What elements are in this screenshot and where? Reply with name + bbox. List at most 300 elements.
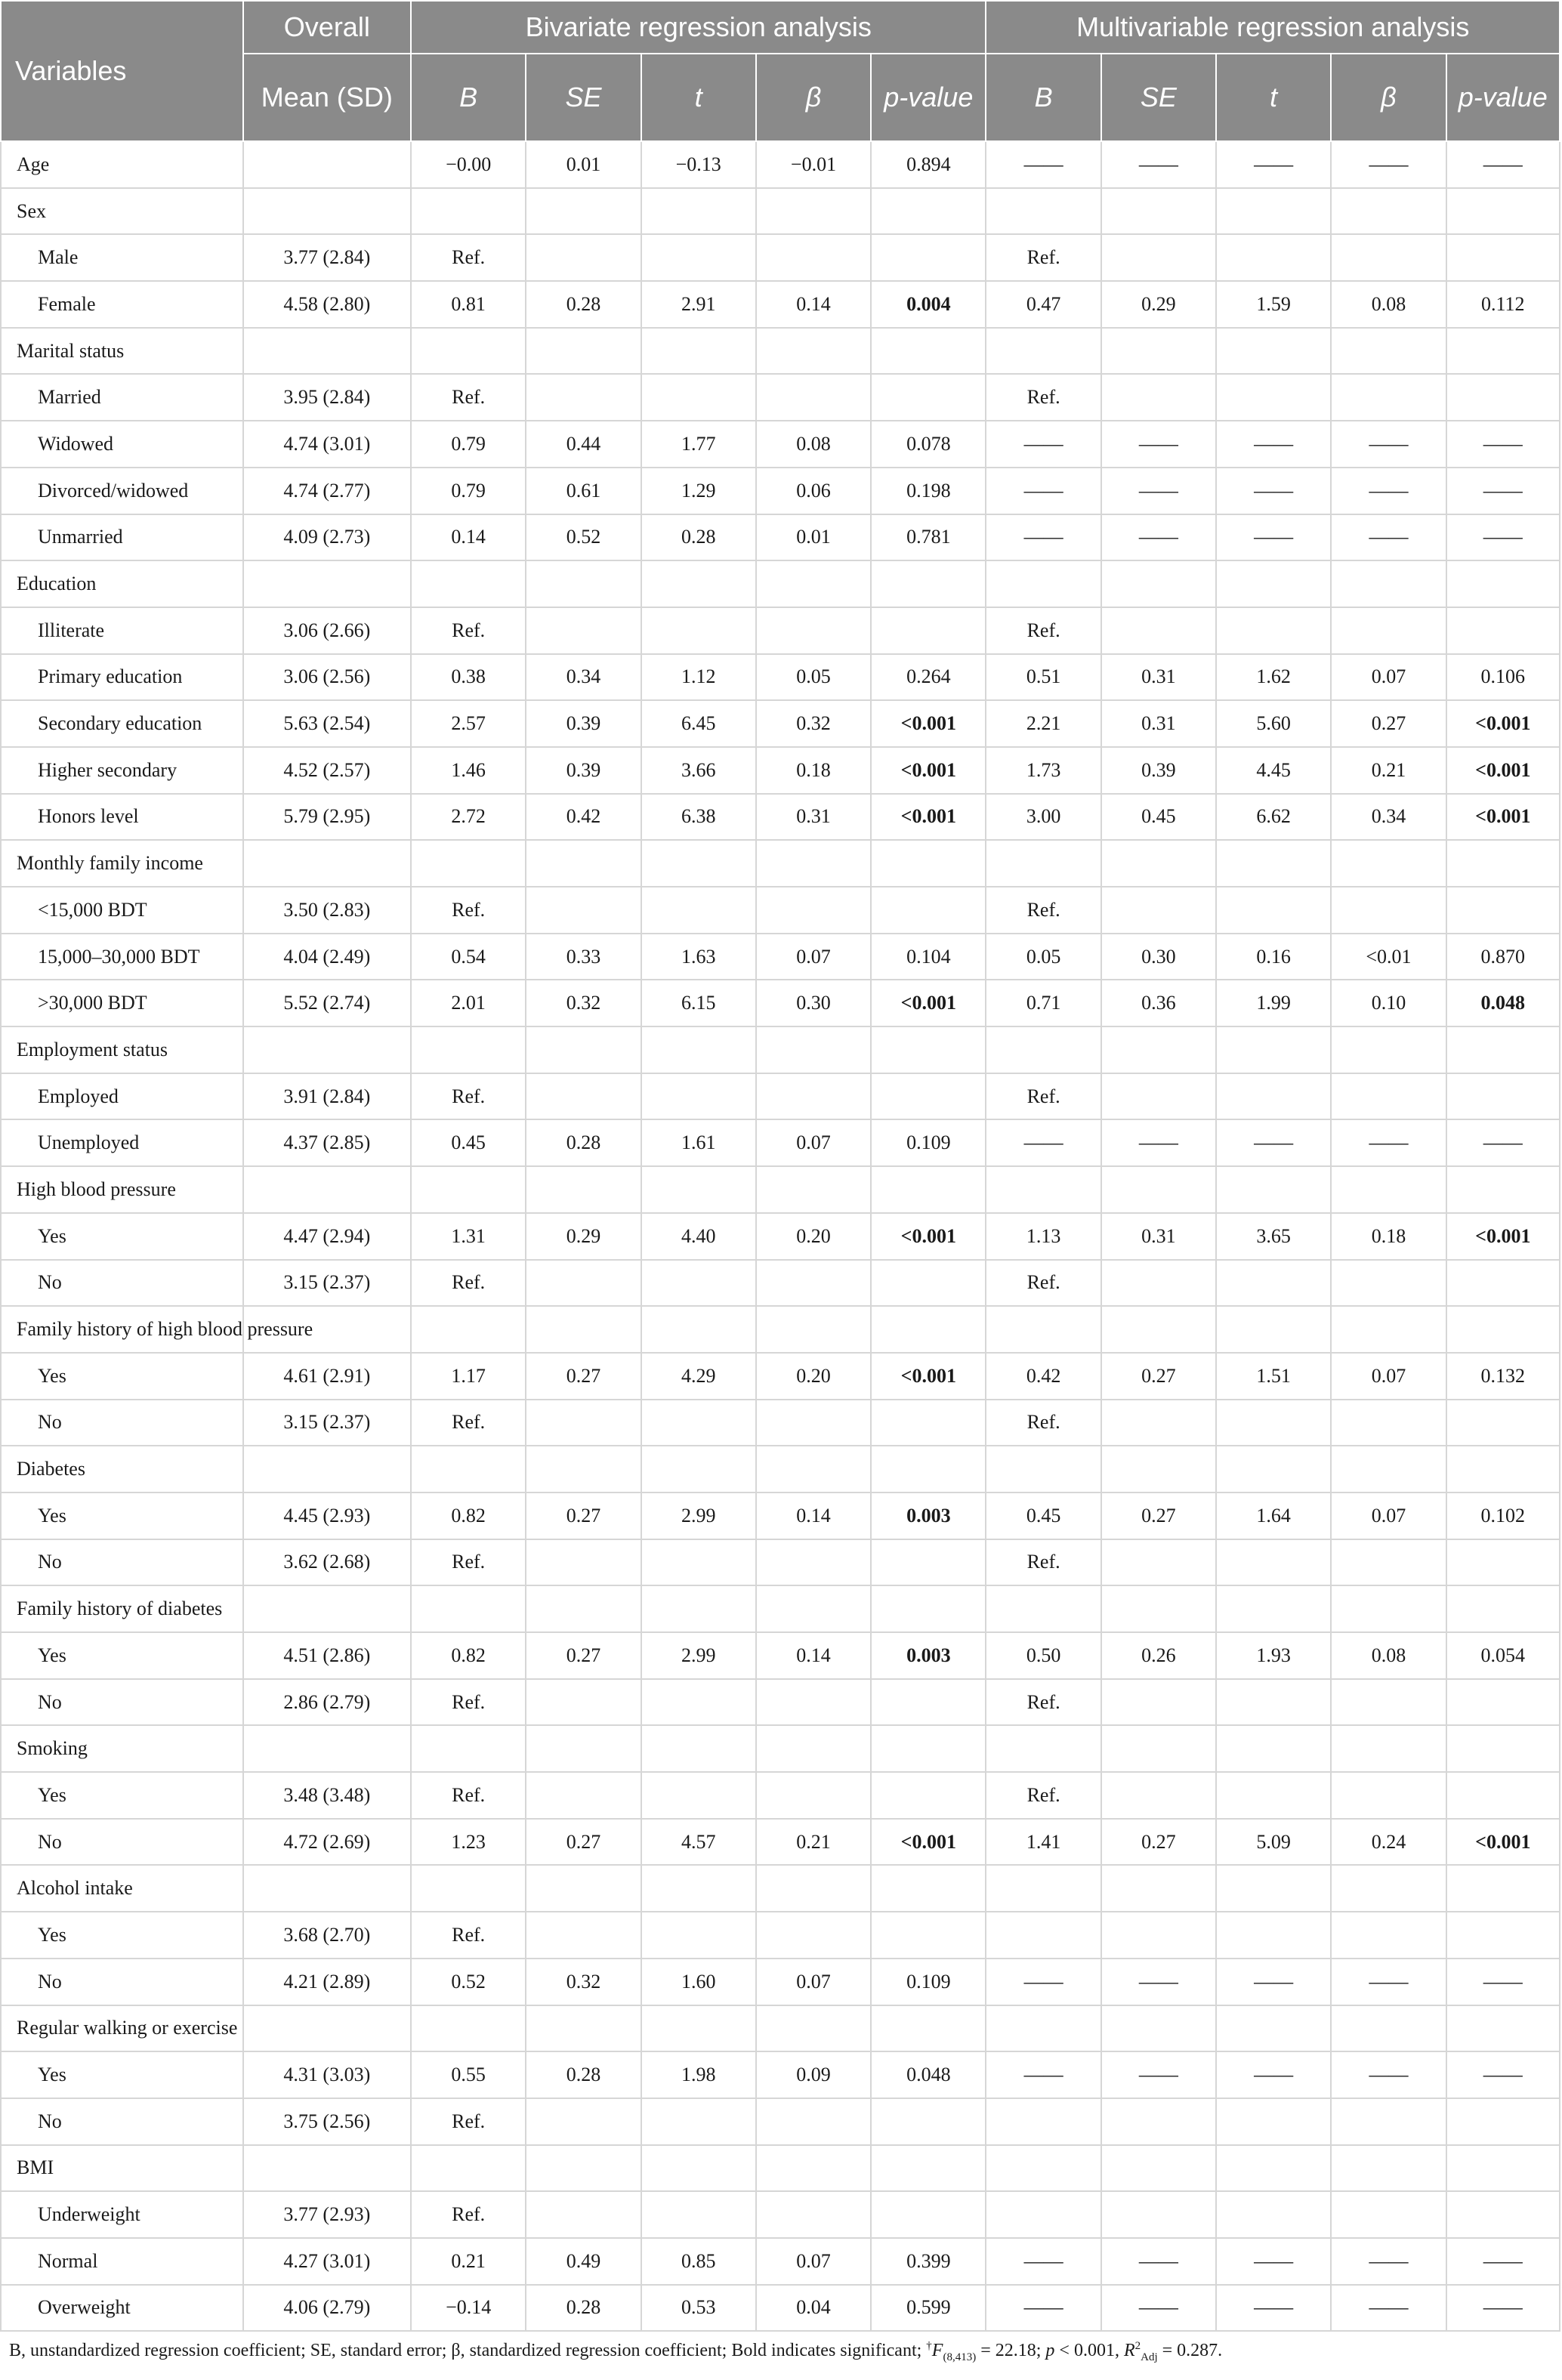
cell-bi-b: 0.79	[411, 421, 526, 468]
row-label: No	[1, 1260, 243, 1307]
cell-bi-p: 0.078	[871, 421, 986, 468]
cell-mv-beta: ——	[1331, 141, 1446, 188]
cell-mv-beta	[1331, 1725, 1446, 1772]
cell-bi-se: 0.44	[526, 421, 641, 468]
cell-mv-beta: 0.07	[1331, 1493, 1446, 1539]
cell-mv-b: Ref.	[986, 1400, 1100, 1446]
cell-mv-beta	[1331, 2098, 1446, 2145]
cell-bi-se	[526, 560, 641, 607]
category-label: Marital status	[1, 328, 243, 375]
header-bi-b: B	[411, 54, 526, 141]
cell-mean-sd: 3.91 (2.84)	[243, 1073, 411, 1120]
cell-mv-p	[1446, 374, 1560, 421]
cell-mv-se: ——	[1101, 421, 1216, 468]
cell-mv-t	[1216, 2145, 1331, 2192]
row-label: 15,000–30,000 BDT	[1, 934, 243, 980]
cell-bi-se: 0.28	[526, 1119, 641, 1166]
table-row	[1, 2285, 1560, 2332]
cell-mv-b: Ref.	[986, 607, 1100, 654]
cell-mv-t: ——	[1216, 514, 1331, 561]
cell-bi-b	[411, 1306, 526, 1353]
header-mv-beta: β	[1331, 54, 1446, 141]
cell-mv-p	[1446, 1306, 1560, 1353]
table-row	[1, 281, 1560, 328]
cell-mv-p: ——	[1446, 468, 1560, 514]
cell-mean-sd: 3.06 (2.56)	[243, 654, 411, 701]
cell-bi-se: 0.28	[526, 281, 641, 328]
cell-bi-se: 0.27	[526, 1632, 641, 1679]
header-bi-p: p-value	[871, 54, 986, 141]
cell-mv-p: ——	[1446, 1959, 1560, 2005]
cell-bi-b: Ref.	[411, 1539, 526, 1586]
cell-mv-p	[1446, 2145, 1560, 2192]
cell-mv-beta: ——	[1331, 421, 1446, 468]
cell-mean-sd: 3.95 (2.84)	[243, 374, 411, 421]
cell-mv-p	[1446, 188, 1560, 235]
cell-mean-sd	[243, 1725, 411, 1772]
category-row	[1, 1306, 1560, 1353]
cell-bi-p: 0.399	[871, 2238, 986, 2285]
cell-mv-b: ——	[986, 141, 1100, 188]
cell-bi-p	[871, 1166, 986, 1213]
cell-bi-b: 2.01	[411, 980, 526, 1026]
cell-mean-sd: 3.06 (2.66)	[243, 607, 411, 654]
cell-mv-beta: ——	[1331, 2051, 1446, 2098]
table-body	[1, 141, 1560, 2331]
cell-bi-se: 0.28	[526, 2051, 641, 2098]
cell-bi-se	[526, 2145, 641, 2192]
cell-mv-beta: ——	[1331, 2285, 1446, 2332]
cell-mv-p	[1446, 1585, 1560, 1632]
cell-bi-t	[641, 328, 756, 375]
cell-mv-t: ——	[1216, 1959, 1331, 2005]
table-row	[1, 1260, 1560, 1307]
cell-bi-beta	[756, 188, 871, 235]
cell-mv-b: ——	[986, 2285, 1100, 2332]
cell-mean-sd: 3.15 (2.37)	[243, 1260, 411, 1307]
cell-bi-p	[871, 560, 986, 607]
cell-mv-p	[1446, 887, 1560, 934]
cell-mv-beta	[1331, 1166, 1446, 1213]
cell-bi-se: 0.39	[526, 747, 641, 794]
cell-bi-t: 0.85	[641, 2238, 756, 2285]
cell-mv-t: 4.45	[1216, 747, 1331, 794]
cell-bi-beta	[756, 1725, 871, 1772]
cell-mean-sd: 3.62 (2.68)	[243, 1539, 411, 1586]
cell-mv-p: 0.106	[1446, 654, 1560, 701]
cell-bi-beta	[756, 1306, 871, 1353]
cell-mv-p: ——	[1446, 2285, 1560, 2332]
cell-mv-beta: ——	[1331, 1959, 1446, 2005]
cell-mv-beta: <0.01	[1331, 934, 1446, 980]
cell-mv-se	[1101, 1772, 1216, 1819]
cell-bi-se: 0.27	[526, 1353, 641, 1400]
row-label: No	[1, 2098, 243, 2145]
cell-bi-b: Ref.	[411, 374, 526, 421]
cell-bi-beta: 0.04	[756, 2285, 871, 2332]
cell-mv-se	[1101, 1585, 1216, 1632]
cell-mv-se	[1101, 1865, 1216, 1912]
row-label: Primary education	[1, 654, 243, 701]
cell-mv-p: 0.112	[1446, 281, 1560, 328]
table-row	[1, 2051, 1560, 2098]
table-row	[1, 747, 1560, 794]
cell-bi-beta: 0.31	[756, 794, 871, 841]
category-label: Sex	[1, 188, 243, 235]
cell-mv-t: ——	[1216, 2238, 1331, 2285]
row-label: Higher secondary	[1, 747, 243, 794]
cell-bi-t	[641, 2005, 756, 2052]
table-row	[1, 1912, 1560, 1959]
cell-mean-sd: 4.04 (2.49)	[243, 934, 411, 980]
category-row	[1, 1446, 1560, 1493]
cell-mean-sd: 3.68 (2.70)	[243, 1912, 411, 1959]
cell-mean-sd	[243, 1166, 411, 1213]
cell-mean-sd: 4.74 (2.77)	[243, 468, 411, 514]
category-row	[1, 1725, 1560, 1772]
cell-bi-t	[641, 188, 756, 235]
cell-bi-t	[641, 1585, 756, 1632]
cell-mv-p: ——	[1446, 1119, 1560, 1166]
cell-bi-p	[871, 374, 986, 421]
cell-mv-p	[1446, 2005, 1560, 2052]
cell-bi-se	[526, 1679, 641, 1726]
row-label: Unmarried	[1, 514, 243, 561]
cell-mv-t	[1216, 1772, 1331, 1819]
cell-mv-t	[1216, 2191, 1331, 2238]
cell-bi-t	[641, 2145, 756, 2192]
table-row	[1, 2098, 1560, 2145]
cell-bi-p: <0.001	[871, 1213, 986, 1260]
table-row	[1, 514, 1560, 561]
cell-bi-t: 2.99	[641, 1493, 756, 1539]
cell-mv-b: Ref.	[986, 1772, 1100, 1819]
header-bi-se: SE	[526, 54, 641, 141]
cell-mv-se: 0.27	[1101, 1493, 1216, 1539]
cell-bi-se: 0.27	[526, 1819, 641, 1866]
cell-mv-se: ——	[1101, 1959, 1216, 2005]
cell-bi-beta: 0.08	[756, 421, 871, 468]
cell-bi-b: Ref.	[411, 607, 526, 654]
cell-mv-se	[1101, 188, 1216, 235]
cell-bi-beta: 0.07	[756, 1119, 871, 1166]
cell-bi-b: 0.55	[411, 2051, 526, 2098]
cell-mv-b: ——	[986, 468, 1100, 514]
cell-mean-sd: 3.50 (2.83)	[243, 887, 411, 934]
row-label: Divorced/widowed	[1, 468, 243, 514]
cell-bi-se: 0.28	[526, 2285, 641, 2332]
category-row	[1, 2145, 1560, 2192]
cell-mv-t	[1216, 1446, 1331, 1493]
table-row	[1, 1539, 1560, 1586]
cell-bi-p	[871, 1865, 986, 1912]
cell-bi-beta	[756, 840, 871, 887]
header-bivariate: Bivariate regression analysis	[411, 1, 986, 54]
table-row	[1, 1772, 1560, 1819]
header-mv-se: SE	[1101, 54, 1216, 141]
cell-mv-b	[986, 1865, 1100, 1912]
category-row	[1, 188, 1560, 235]
cell-mv-beta: 0.07	[1331, 1353, 1446, 1400]
cell-bi-t	[641, 1539, 756, 1586]
cell-bi-b: 0.79	[411, 468, 526, 514]
cell-bi-b	[411, 1725, 526, 1772]
table-row	[1, 1632, 1560, 1679]
cell-mean-sd	[243, 2145, 411, 2192]
cell-mv-t	[1216, 560, 1331, 607]
cell-mean-sd: 5.79 (2.95)	[243, 794, 411, 841]
cell-bi-beta: 0.18	[756, 747, 871, 794]
row-label: No	[1, 1819, 243, 1866]
cell-bi-p: 0.104	[871, 934, 986, 980]
cell-mv-t: 1.93	[1216, 1632, 1331, 1679]
header-variables: Variables	[1, 1, 243, 141]
cell-bi-p: 0.264	[871, 654, 986, 701]
cell-mv-se: 0.27	[1101, 1819, 1216, 1866]
cell-mean-sd: 4.37 (2.85)	[243, 1119, 411, 1166]
cell-mv-beta: ——	[1331, 2238, 1446, 2285]
cell-mean-sd: 4.72 (2.69)	[243, 1819, 411, 1866]
cell-mv-se	[1101, 887, 1216, 934]
cell-mv-t	[1216, 2005, 1331, 2052]
cell-bi-se	[526, 887, 641, 934]
cell-bi-beta	[756, 2145, 871, 2192]
cell-bi-beta: 0.09	[756, 2051, 871, 2098]
cell-mv-beta: ——	[1331, 514, 1446, 561]
cell-mv-se: 0.26	[1101, 1632, 1216, 1679]
cell-mv-se	[1101, 560, 1216, 607]
cell-bi-t	[641, 840, 756, 887]
cell-bi-se	[526, 2098, 641, 2145]
category-label: High blood pressure	[1, 1166, 243, 1213]
cell-bi-b: 0.14	[411, 514, 526, 561]
cell-bi-t: 6.38	[641, 794, 756, 841]
row-label: Male	[1, 234, 243, 281]
cell-mv-t: 5.60	[1216, 700, 1331, 747]
cell-bi-b: Ref.	[411, 887, 526, 934]
cell-mv-beta	[1331, 887, 1446, 934]
header-mv-t: t	[1216, 54, 1331, 141]
cell-bi-b	[411, 840, 526, 887]
cell-bi-b: 0.81	[411, 281, 526, 328]
cell-mv-b: Ref.	[986, 374, 1100, 421]
cell-bi-p: 0.004	[871, 281, 986, 328]
cell-bi-p	[871, 1306, 986, 1353]
cell-bi-p	[871, 328, 986, 375]
cell-bi-se	[526, 1400, 641, 1446]
table-row	[1, 374, 1560, 421]
cell-mv-t	[1216, 188, 1331, 235]
table-row	[1, 1073, 1560, 1120]
cell-bi-p: 0.003	[871, 1632, 986, 1679]
cell-mv-t: 1.62	[1216, 654, 1331, 701]
cell-bi-se	[526, 1539, 641, 1586]
cell-mv-p	[1446, 607, 1560, 654]
cell-mv-b: 0.51	[986, 654, 1100, 701]
cell-mv-se: 0.45	[1101, 794, 1216, 841]
table-row	[1, 1119, 1560, 1166]
cell-bi-beta	[756, 1446, 871, 1493]
cell-bi-p	[871, 1725, 986, 1772]
cell-mv-b	[986, 1912, 1100, 1959]
cell-bi-b: Ref.	[411, 2191, 526, 2238]
category-label: Family history of high blood pressure	[1, 1306, 243, 1353]
cell-mv-b: Ref.	[986, 1679, 1100, 1726]
cell-mean-sd: 4.27 (3.01)	[243, 2238, 411, 2285]
cell-bi-t	[641, 1166, 756, 1213]
cell-mv-beta	[1331, 1912, 1446, 1959]
row-label: Yes	[1, 1912, 243, 1959]
cell-mean-sd: 4.58 (2.80)	[243, 281, 411, 328]
cell-bi-p	[871, 2098, 986, 2145]
cell-mv-b: ——	[986, 2051, 1100, 2098]
cell-bi-beta	[756, 1679, 871, 1726]
cell-mean-sd	[243, 1446, 411, 1493]
table-row	[1, 2191, 1560, 2238]
cell-mv-t	[1216, 840, 1331, 887]
cell-mv-t	[1216, 1260, 1331, 1307]
cell-mv-se	[1101, 2005, 1216, 2052]
cell-bi-se	[526, 1585, 641, 1632]
cell-bi-beta: 0.20	[756, 1213, 871, 1260]
cell-bi-t	[641, 234, 756, 281]
cell-bi-beta	[756, 1539, 871, 1586]
cell-mv-b	[986, 1446, 1100, 1493]
row-label: Employed	[1, 1073, 243, 1120]
cell-bi-p: <0.001	[871, 1353, 986, 1400]
cell-bi-t	[641, 1306, 756, 1353]
cell-mv-p: <0.001	[1446, 747, 1560, 794]
cell-bi-b	[411, 188, 526, 235]
category-label: Regular walking or exercise	[1, 2005, 243, 2052]
footnote-r: R	[1123, 2341, 1135, 2360]
cell-mv-t	[1216, 1725, 1331, 1772]
row-label: Female	[1, 281, 243, 328]
cell-bi-p	[871, 234, 986, 281]
cell-bi-beta	[756, 1400, 871, 1446]
cell-bi-t: 1.63	[641, 934, 756, 980]
cell-bi-t: 6.15	[641, 980, 756, 1026]
cell-mv-p	[1446, 1772, 1560, 1819]
cell-bi-t	[641, 1026, 756, 1073]
cell-bi-beta	[756, 560, 871, 607]
table-footnote	[9, 2340, 1222, 2364]
cell-mv-se: 0.31	[1101, 700, 1216, 747]
cell-mv-se	[1101, 1679, 1216, 1726]
category-row	[1, 1585, 1560, 1632]
cell-bi-b: 0.52	[411, 1959, 526, 2005]
cell-bi-se	[526, 374, 641, 421]
category-label: Education	[1, 560, 243, 607]
table-row	[1, 934, 1560, 980]
footnote-dagger: †	[926, 2340, 932, 2352]
cell-mean-sd	[243, 188, 411, 235]
category-row	[1, 1026, 1560, 1073]
cell-bi-beta: 0.06	[756, 468, 871, 514]
row-label: Married	[1, 374, 243, 421]
row-label: Yes	[1, 1353, 243, 1400]
cell-mv-b	[986, 2145, 1100, 2192]
cell-mv-beta	[1331, 2145, 1446, 2192]
cell-mean-sd: 4.45 (2.93)	[243, 1493, 411, 1539]
cell-bi-p: <0.001	[871, 700, 986, 747]
header-mv-p: p-value	[1446, 54, 1560, 141]
cell-mv-se: 0.31	[1101, 1213, 1216, 1260]
cell-bi-beta	[756, 374, 871, 421]
cell-bi-beta	[756, 2005, 871, 2052]
category-label: Employment status	[1, 1026, 243, 1073]
cell-bi-se	[526, 1865, 641, 1912]
cell-bi-t	[641, 560, 756, 607]
cell-mv-b: ——	[986, 2238, 1100, 2285]
cell-mv-p: ——	[1446, 2238, 1560, 2285]
cell-bi-p	[871, 1260, 986, 1307]
row-label: Underweight	[1, 2191, 243, 2238]
cell-bi-p	[871, 887, 986, 934]
cell-bi-beta	[756, 2191, 871, 2238]
cell-bi-t	[641, 374, 756, 421]
row-label: Age	[1, 141, 243, 188]
cell-mean-sd: 3.48 (3.48)	[243, 1772, 411, 1819]
cell-bi-p: 0.048	[871, 2051, 986, 2098]
cell-mv-beta	[1331, 1865, 1446, 1912]
cell-mv-t: 5.09	[1216, 1819, 1331, 1866]
cell-bi-se	[526, 1166, 641, 1213]
cell-mv-b: 2.21	[986, 700, 1100, 747]
cell-bi-beta	[756, 328, 871, 375]
cell-bi-p	[871, 1679, 986, 1726]
cell-bi-b	[411, 1166, 526, 1213]
cell-bi-t: 1.61	[641, 1119, 756, 1166]
cell-bi-t	[641, 1073, 756, 1120]
cell-bi-t: 2.91	[641, 281, 756, 328]
cell-bi-p: 0.781	[871, 514, 986, 561]
cell-mv-p	[1446, 1166, 1560, 1213]
cell-bi-se	[526, 1073, 641, 1120]
cell-bi-b: Ref.	[411, 1400, 526, 1446]
table-row	[1, 1819, 1560, 1866]
cell-bi-p: 0.109	[871, 1119, 986, 1166]
cell-mean-sd: 4.31 (3.03)	[243, 2051, 411, 2098]
cell-mv-se: ——	[1101, 1119, 1216, 1166]
category-row	[1, 560, 1560, 607]
cell-mv-beta	[1331, 1539, 1446, 1586]
cell-mv-b	[986, 1725, 1100, 1772]
cell-mean-sd: 3.77 (2.93)	[243, 2191, 411, 2238]
table-header	[1, 1, 1560, 141]
footnote-r-sup: 2	[1134, 2340, 1141, 2352]
cell-mv-beta: 0.08	[1331, 281, 1446, 328]
cell-mv-t: 6.62	[1216, 794, 1331, 841]
cell-mean-sd: 5.63 (2.54)	[243, 700, 411, 747]
cell-bi-b: Ref.	[411, 1260, 526, 1307]
cell-mv-beta	[1331, 1585, 1446, 1632]
row-label: Secondary education	[1, 700, 243, 747]
cell-mv-se	[1101, 1446, 1216, 1493]
cell-bi-p: 0.198	[871, 468, 986, 514]
footnote-p: p	[1045, 2341, 1055, 2360]
row-label: No	[1, 1539, 243, 1586]
cell-bi-beta: 0.05	[756, 654, 871, 701]
row-label: Yes	[1, 1632, 243, 1679]
cell-bi-se	[526, 1306, 641, 1353]
cell-mv-p: 0.048	[1446, 980, 1560, 1026]
cell-bi-se	[526, 188, 641, 235]
table-row	[1, 1213, 1560, 1260]
cell-bi-b: 0.54	[411, 934, 526, 980]
cell-mean-sd: 3.15 (2.37)	[243, 1400, 411, 1446]
cell-mv-t	[1216, 234, 1331, 281]
